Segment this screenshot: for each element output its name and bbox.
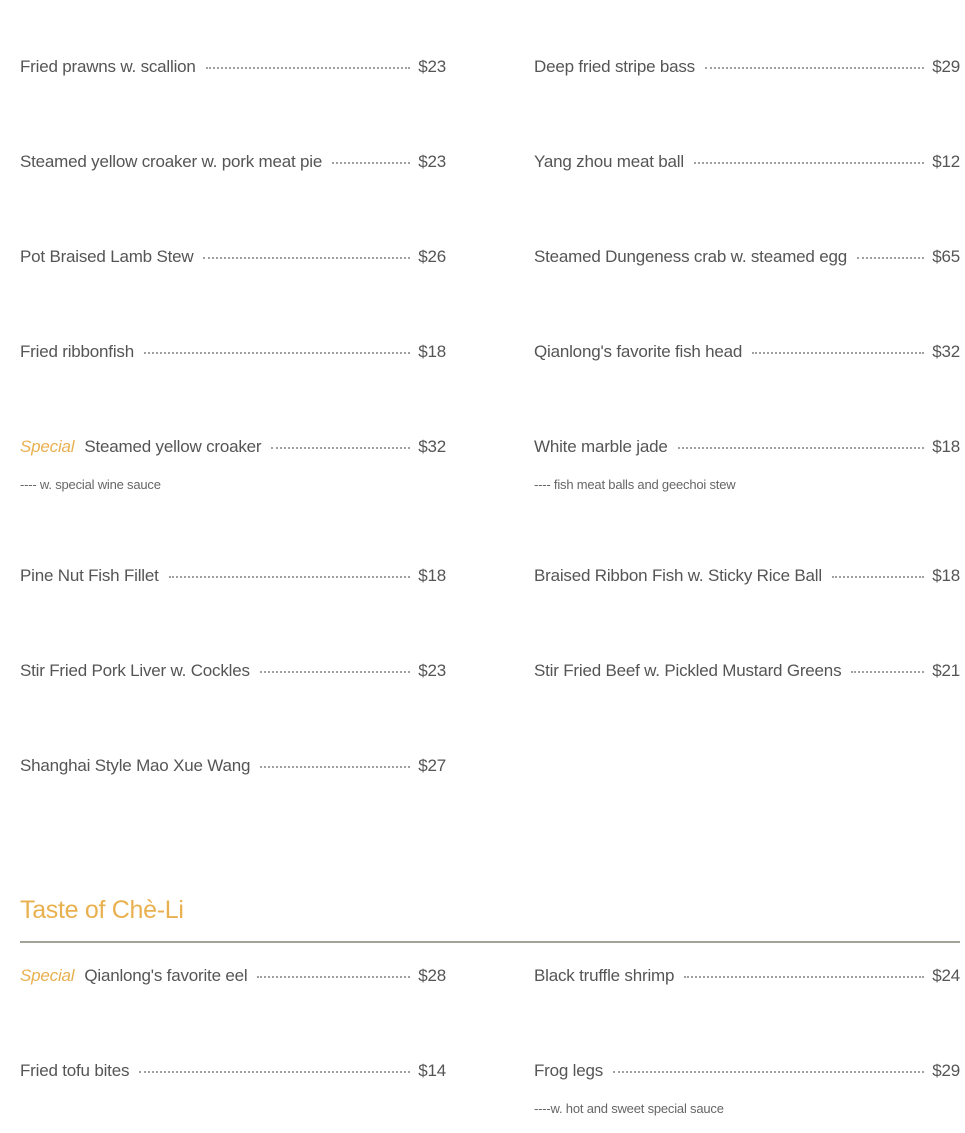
item-price: $24 (932, 966, 960, 985)
dot-leader (752, 352, 924, 354)
item-note: ---- fish meat balls and geechoi stew (534, 477, 736, 492)
dot-leader (832, 576, 924, 578)
menu-item-fried-tofu-bites (20, 1061, 446, 1081)
menu-item-pot-braised-lamb-stew (20, 247, 446, 267)
dot-leader (144, 352, 410, 354)
menu-item-fried-prawns (20, 57, 446, 77)
dot-leader (260, 766, 410, 768)
special-label: Special (20, 966, 75, 985)
section-title: Taste of Chè-Li (20, 896, 184, 924)
item-price: $29 (932, 1061, 960, 1080)
dot-leader (694, 162, 924, 164)
item-price: $27 (418, 756, 446, 775)
menu-item-steamed-dungeness-crab (534, 247, 960, 267)
item-price: $18 (418, 566, 446, 585)
item-price: $18 (932, 566, 960, 585)
item-name: Qianlong's favorite fish head (534, 342, 743, 361)
item-name: Fried ribbonfish (20, 342, 134, 361)
dot-leader (684, 976, 924, 978)
item-price: $32 (418, 437, 446, 456)
item-price: $29 (932, 57, 960, 76)
item-name: Steamed Dungeness crab w. steamed egg (534, 247, 847, 266)
dot-leader (857, 257, 924, 259)
menu-item-fried-ribbonfish (20, 342, 446, 362)
menu-item-stir-fried-beef (534, 661, 960, 681)
dot-leader (139, 1071, 410, 1073)
item-price: $23 (418, 661, 446, 680)
item-name: Pine Nut Fish Fillet (20, 566, 159, 585)
item-name: Fried tofu bites (20, 1061, 130, 1080)
dot-leader (705, 67, 924, 69)
menu-item-braised-ribbon-fish (534, 566, 960, 586)
section-divider (20, 941, 960, 943)
item-name: Frog legs (534, 1061, 604, 1080)
dot-leader (169, 576, 411, 578)
item-price: $18 (932, 437, 960, 456)
dot-leader (851, 671, 924, 673)
dot-leader (206, 67, 411, 69)
item-price: $28 (418, 966, 446, 985)
item-name: Steamed yellow croaker (84, 437, 262, 456)
item-name: Pot Braised Lamb Stew (20, 247, 194, 266)
item-name: White marble jade (534, 437, 668, 456)
item-name: Steamed yellow croaker w. pork meat pie (20, 152, 323, 171)
item-name: Braised Ribbon Fish w. Sticky Rice Ball (534, 566, 822, 585)
special-label: Special (20, 437, 75, 456)
item-price: $26 (418, 247, 446, 266)
item-price: $23 (418, 57, 446, 76)
dot-leader (203, 257, 410, 259)
menu-item-frog-legs (534, 1061, 960, 1081)
item-name: Shanghai Style Mao Xue Wang (20, 756, 251, 775)
menu-item-pine-nut-fish-fillet (20, 566, 446, 586)
dot-leader (332, 162, 410, 164)
dot-leader (613, 1071, 924, 1073)
menu-item-stir-fried-pork-liver (20, 661, 446, 681)
item-name: Stir Fried Pork Liver w. Cockles (20, 661, 250, 680)
item-name: Black truffle shrimp (534, 966, 675, 985)
menu-item-black-truffle-shrimp (534, 966, 960, 986)
dot-leader (678, 447, 925, 449)
menu-item-steamed-yellow-croaker-pork-pie (20, 152, 446, 172)
item-price: $12 (932, 152, 960, 171)
item-name: Qianlong's favorite eel (84, 966, 248, 985)
menu-item-mao-xue-wang (20, 756, 446, 776)
menu-item-deep-fried-stripe-bass (534, 57, 960, 77)
dot-leader (271, 447, 410, 449)
item-name: Stir Fried Beef w. Pickled Mustard Greens (534, 661, 842, 680)
item-note: ----w. hot and sweet special sauce (534, 1101, 724, 1116)
dot-leader (260, 671, 410, 673)
menu-item-special-steamed-yellow-croaker (20, 437, 446, 457)
menu-item-yang-zhou-meat-ball (534, 152, 960, 172)
item-price: $21 (932, 661, 960, 680)
item-price: $23 (418, 152, 446, 171)
item-name: Fried prawns w. scallion (20, 57, 196, 76)
item-note: ---- w. special wine sauce (20, 477, 161, 492)
menu-item-qianlong-fish-head (534, 342, 960, 362)
item-price: $65 (932, 247, 960, 266)
item-price: $32 (932, 342, 960, 361)
dot-leader (257, 976, 410, 978)
item-price: $14 (418, 1061, 446, 1080)
item-price: $18 (418, 342, 446, 361)
item-name: Yang zhou meat ball (534, 152, 684, 171)
menu-item-white-marble-jade (534, 437, 960, 457)
item-name: Deep fried stripe bass (534, 57, 695, 76)
menu-item-special-qianlong-eel (20, 966, 446, 986)
